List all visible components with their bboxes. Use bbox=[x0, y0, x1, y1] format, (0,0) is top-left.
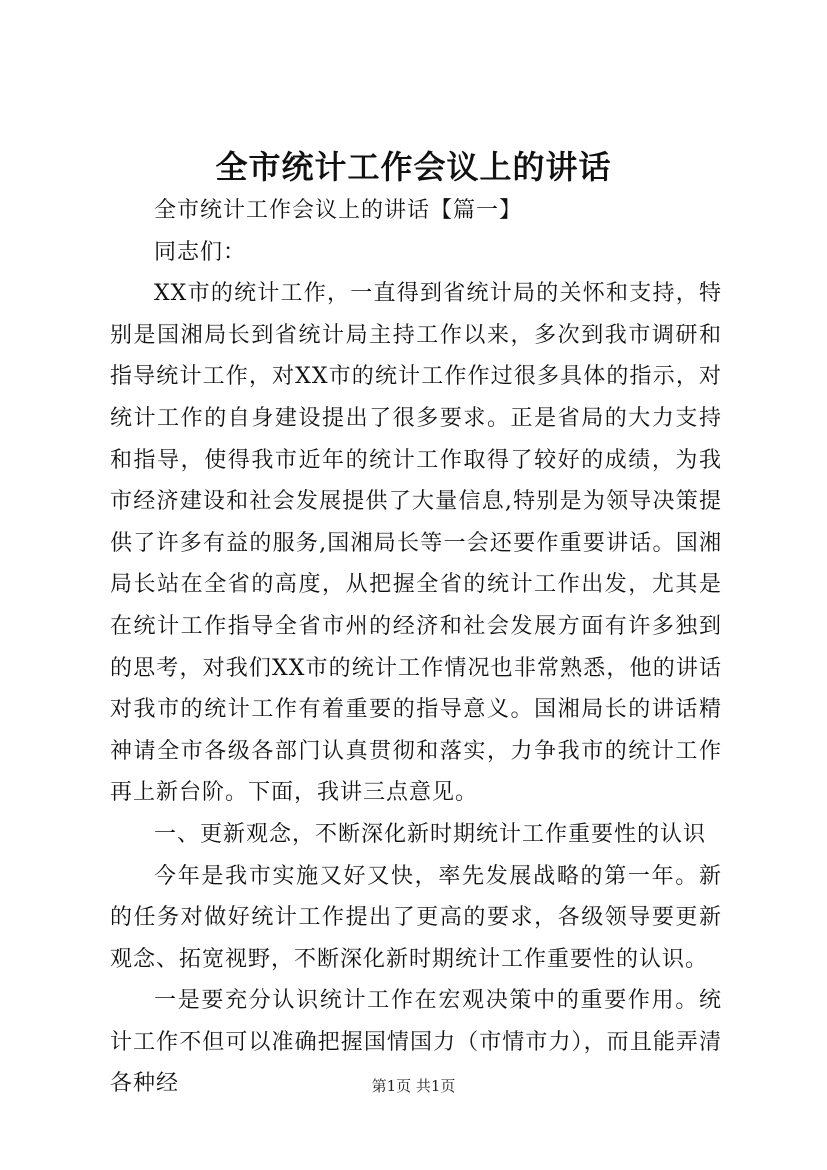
salutation: 同志们： bbox=[154, 239, 247, 265]
page-footer: 第1页 共1页 bbox=[371, 1077, 456, 1095]
body-paragraph: XX市的统计工作，一直得到省统计局的关怀和支持，特别是国湘局长到省统计局主持工作以来，多次到我市调研和指导统计工作，对XX市的统计工作作过很多具体的指示，对统计工作的自身建设提出了很多要求。正是省局的大力支持和指导，使得我市近年的统计工作取得了较好的成绩，为我市经济建设和社会发展提供了大量信息,特别是为领导决策提供了许多有益的服务,国湘局长等一会还要作重要讲话。国湘局长站在全省的高度，从把握全省的统计工作出发，尤其是在统计工作指导全省市州的经济和社会发展方面有许多独到的思考，对我们XX市的统计工作情况也非常熟悉，他的讲话对我市的统计工作有着重要的指导意义。国湘局长的讲话精神请全市各级各部门认真贯彻和落实，力争我市的统计工作再上新台阶。下面，我讲三点意见。 bbox=[110, 281, 722, 806]
document-body bbox=[110, 190, 722, 1105]
point-heading: 一、更新观念，不断深化新时期统计工作重要性的认识 bbox=[154, 821, 707, 847]
section-heading: 全市统计工作会议上的讲话【篇一】 bbox=[154, 198, 523, 223]
body-paragraph: 一是要充分认识统计工作在宏观决策中的重要作用。统计工作不但可以准确把握国情国力（市情市力），而且能弄清各种经 bbox=[110, 988, 722, 1097]
document-title: 全市统计工作会议上的讲话 bbox=[215, 148, 612, 186]
body-paragraph: 今年是我市实施又好又快，率先发展战略的第一年。新的任务对做好统计工作提出了更高的要求，各级领导要更新观念、拓宽视野，不断深化新时期统计工作重要性的认识。 bbox=[110, 863, 722, 972]
